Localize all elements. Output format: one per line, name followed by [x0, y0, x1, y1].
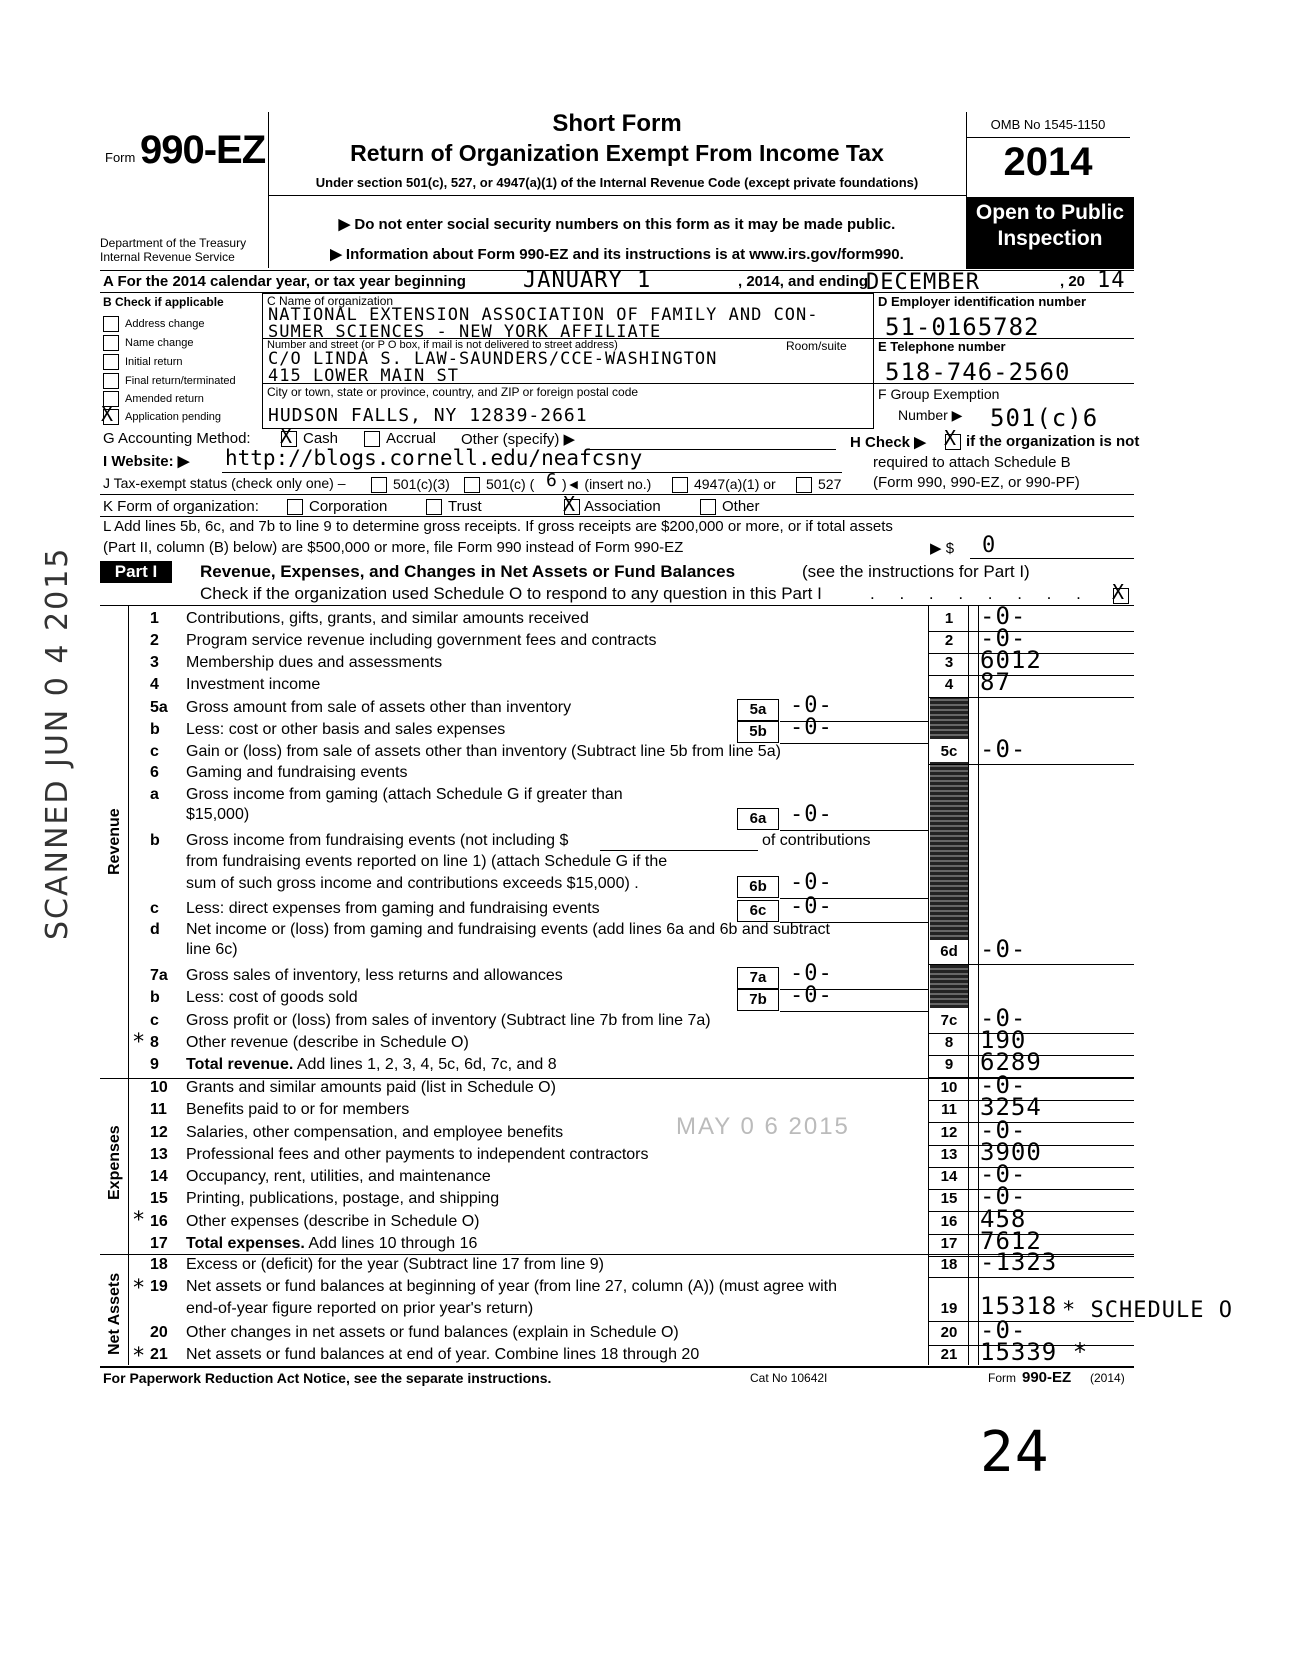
- street-line1[interactable]: C/O LINDA S. LAW-SAUNDERS/CCE-WASHINGTON: [268, 349, 718, 369]
- line-text-main: Other expenses (describe in Schedule O): [186, 1213, 480, 1230]
- line-text-main: Printing, publications, postage, and shipping: [186, 1190, 500, 1207]
- line-text-10: [186, 1079, 556, 1097]
- form-number: 990-EZ: [140, 128, 266, 172]
- line-l-text1: L Add lines 5b, 6c, and 7b to line 9 to determine gross receipts. If gross receipts are $200,000 or more, or if total assets: [103, 518, 893, 535]
- line-text-main: Occupancy, rent, utilities, and maintenance: [186, 1168, 491, 1185]
- amount-14[interactable]: -0-: [980, 1160, 1027, 1188]
- label-address-change: Address change: [125, 318, 205, 330]
- amount-9[interactable]: 6289: [980, 1048, 1042, 1076]
- line-text-12: [186, 1124, 563, 1142]
- line-text-16: [186, 1213, 479, 1231]
- line-text-2: [186, 632, 656, 650]
- line-text-bold: Total expenses.: [186, 1235, 305, 1252]
- amount-7a[interactable]: -0-: [790, 961, 833, 986]
- amount-17[interactable]: 7612: [980, 1227, 1042, 1255]
- line-number-19: 19: [150, 1278, 168, 1295]
- tax-exempt-status-label: J Tax-exempt status (check only one) –: [103, 475, 346, 491]
- org-name-line1[interactable]: NATIONAL EXTENSION ASSOCIATION OF FAMILY AND CON-: [268, 305, 819, 325]
- label-501c3: 501(c)(3): [393, 476, 450, 492]
- line-text-main: Gross sales of inventory, less returns and allowances: [186, 967, 563, 984]
- line-text-5a: [186, 699, 571, 717]
- line-number-6c: c: [150, 900, 159, 917]
- line-text-main: Add lines 10 through 16: [308, 1235, 478, 1252]
- group-exemption-number[interactable]: 501(c)6: [990, 404, 1099, 432]
- line-box-14: 14: [940, 1168, 958, 1185]
- line-number-5b: b: [150, 721, 160, 738]
- other-method-label: Other (specify) ▶: [461, 431, 576, 448]
- line-box-4: 4: [944, 676, 954, 693]
- paperwork-notice: For Paperwork Reduction Act Notice, see the separate instructions.: [103, 1370, 552, 1386]
- short-form-title: Short Form: [552, 110, 682, 137]
- amount-5b[interactable]: -0-: [790, 715, 833, 740]
- line-box-2: 2: [944, 632, 954, 649]
- line-text-1: [186, 610, 589, 628]
- line-text-main: Investment income: [186, 676, 321, 693]
- line-19-schedule-note: * SCHEDULE O: [1062, 1298, 1233, 1323]
- line-text-14: [186, 1168, 491, 1186]
- accounting-method-label: G Accounting Method:: [103, 430, 251, 447]
- label-501c: 501(c) (: [486, 476, 535, 492]
- net-assets-side-label: Net Assets: [106, 1272, 123, 1355]
- amount-6b[interactable]: -0-: [790, 870, 833, 895]
- line-box-17: 17: [940, 1235, 958, 1252]
- line-text-main: Net assets or fund balances at end of year. Combine lines 18 through 20: [186, 1346, 700, 1363]
- line-number-5c: c: [150, 743, 159, 760]
- sub-box-5a: 5a: [737, 699, 779, 721]
- margin-mark-21: *: [132, 1344, 147, 1369]
- amount-underline: [928, 1122, 1134, 1123]
- amount-underline: [928, 1077, 1134, 1078]
- amount-6c[interactable]: -0-: [790, 894, 833, 919]
- amount-5a[interactable]: -0-: [790, 693, 833, 718]
- line-number-6d: d: [150, 921, 160, 938]
- street-line2[interactable]: 415 LOWER MAIN ST: [268, 366, 459, 386]
- tax-year-end-year[interactable]: 14: [1097, 268, 1126, 293]
- line-text-7b: [186, 989, 358, 1007]
- street-label: Number and street (or P O box, if mail is not delivered to street address): [267, 339, 618, 351]
- line-h-text3: (Form 990, 990-EZ, or 990-PF): [873, 474, 1080, 491]
- schedule-b-check-mark: X: [944, 426, 957, 450]
- form-label: Form: [105, 150, 136, 165]
- 501c-number[interactable]: 6: [546, 470, 558, 491]
- label-amended-return: Amended return: [125, 393, 204, 405]
- checkbox-527[interactable]: [796, 476, 812, 494]
- line-box-20: 20: [940, 1324, 958, 1341]
- line-text-6: [186, 764, 407, 782]
- line-number-3: 3: [150, 654, 159, 671]
- line-19-text2: end-of-year figure reported on prior year's return): [186, 1300, 534, 1317]
- checkbox-corporation[interactable]: [287, 498, 303, 516]
- label-application-pending: Application pending: [125, 411, 222, 423]
- sub-box-6c: 6c: [737, 900, 779, 922]
- accrual-label: Accrual: [386, 430, 437, 447]
- line-box-10: 10: [940, 1079, 958, 1096]
- line-text-main: Membership dues and assessments: [186, 654, 443, 671]
- line-text-6c: [186, 900, 600, 918]
- city-label: City or town, state or province, country, and ZIP or foreign postal code: [267, 385, 639, 399]
- tax-year-begin[interactable]: JANUARY 1: [523, 268, 652, 293]
- checkbox-final-return[interactable]: [103, 372, 119, 390]
- line-a-mid: , 2014, and ending: [738, 273, 869, 290]
- line-box-13: 13: [940, 1146, 958, 1163]
- label-initial-return: Initial return: [125, 356, 183, 368]
- line-6a-text2: $15,000): [186, 806, 250, 823]
- line-box-3: 3: [944, 654, 954, 671]
- amount-19[interactable]: 15318: [980, 1292, 1058, 1320]
- line-text-main: Excess or (deficit) for the year (Subtract line 17 from line 9): [186, 1256, 604, 1273]
- amount-7c[interactable]: -0-: [980, 1004, 1027, 1032]
- line-text-bold: Total revenue.: [186, 1056, 294, 1073]
- line-text-3: [186, 654, 442, 672]
- line-box-11: 11: [941, 1101, 957, 1118]
- line-box-16: 16: [940, 1213, 958, 1230]
- shaded-cell: [930, 697, 968, 739]
- checkbox-trust[interactable]: [426, 498, 442, 516]
- label-other-org: Other: [722, 498, 760, 515]
- line-text-19: [186, 1278, 837, 1296]
- org-name-label: C Name of organization: [267, 294, 394, 308]
- amount-13[interactable]: 3900: [980, 1138, 1042, 1166]
- line-text-17: [186, 1235, 477, 1253]
- line-box-12: 12: [940, 1124, 958, 1141]
- line-box-19: 19: [940, 1300, 958, 1317]
- line-box-5c: 5c: [940, 743, 958, 760]
- line-box-7c: 7c: [940, 1012, 958, 1029]
- group-exemption-label: F Group Exemption: [878, 386, 1000, 402]
- amount-underline: [928, 1211, 1134, 1212]
- line-number-7c: c: [150, 1012, 159, 1029]
- received-stamp: MAY 0 6 2015: [676, 1113, 850, 1140]
- line-text-21: [186, 1346, 699, 1364]
- amount-1[interactable]: -0-: [980, 602, 1027, 630]
- ein-label: D Employer identification number: [878, 294, 1087, 309]
- group-number-label: Number ▶: [898, 407, 963, 423]
- catalog-number: Cat No 10642I: [750, 1371, 828, 1385]
- line-text-main: Add lines 1, 2, 3, 4, 5c, 6d, 7c, and 8: [296, 1056, 557, 1073]
- form-of-org-label: K Form of organization:: [103, 498, 259, 515]
- line-number-13: 13: [150, 1146, 168, 1163]
- footer-year: (2014): [1090, 1371, 1125, 1385]
- label-corporation: Corporation: [309, 498, 388, 515]
- checkbox-initial-return[interactable]: [103, 353, 119, 371]
- line-a-20: , 20: [1060, 273, 1086, 290]
- expenses-side-label: Expenses: [106, 1125, 123, 1200]
- line-text-6b: [186, 832, 568, 850]
- checkbox-501c[interactable]: [464, 476, 480, 494]
- department-label: Department of the Treasury: [100, 236, 247, 250]
- line-text-20: [186, 1324, 679, 1342]
- sub-box-7b: 7b: [737, 989, 779, 1011]
- line-number-4: 4: [150, 676, 159, 693]
- line-text-main: Benefits paid to or for members: [186, 1101, 410, 1118]
- line-number-6: 6: [150, 764, 159, 781]
- amount-16[interactable]: 458: [980, 1205, 1027, 1233]
- amount-7b[interactable]: -0-: [790, 983, 833, 1008]
- amount-underline: [928, 1277, 1134, 1278]
- checkbox-4947[interactable]: [672, 476, 688, 494]
- line-text-6a: [186, 786, 623, 804]
- amount-8[interactable]: 190: [980, 1026, 1027, 1054]
- line-box-21: 21: [940, 1346, 958, 1363]
- label-trust: Trust: [448, 498, 482, 515]
- line-text-main: Professional fees and other payments to independent contractors: [186, 1146, 649, 1163]
- line-l-arrow: ▶ $: [930, 540, 955, 557]
- info-notice: ▶ Information about Form 990-EZ and its instructions is at www.irs.gov/form990.: [330, 246, 904, 263]
- line-number-18: 18: [150, 1256, 168, 1273]
- label-name-change: Name change: [125, 337, 194, 349]
- scanned-stamp: SCANNED JUN 0 4 2015: [40, 546, 75, 940]
- irs-label: Internal Revenue Service: [100, 250, 235, 264]
- part1-tag: Part I: [100, 561, 172, 583]
- schedule-o-dots: . . . . . . . .: [870, 584, 1091, 603]
- ein-value[interactable]: 51-0165782: [885, 313, 1040, 341]
- form-title: Return of Organization Exempt From Income Tax: [350, 140, 884, 166]
- amount-underline: [928, 764, 1134, 765]
- line-text-main: Less: direct expenses from gaming and fundraising events: [186, 900, 600, 917]
- line-text-main: Gain or (loss) from sale of assets other than inventory (Subtract line 5b from line 5a): [186, 743, 781, 760]
- margin-mark-16: *: [132, 1208, 147, 1233]
- website-value[interactable]: http://blogs.cornell.edu/neafcsny: [225, 446, 643, 470]
- section-b-title: B Check if applicable: [103, 295, 224, 309]
- amount-20[interactable]: -0-: [980, 1316, 1027, 1344]
- line-text-main: Gaming and fundraising events: [186, 764, 408, 781]
- label-4947: 4947(a)(1) or: [694, 476, 776, 492]
- line-text-18: [186, 1256, 604, 1274]
- line-number-6a: a: [150, 786, 159, 803]
- website-label: I Website: ▶: [103, 453, 190, 470]
- line-number-2: 2: [150, 632, 159, 649]
- line-text-main: Gross amount from sale of assets other than inventory: [186, 699, 572, 716]
- line-text-7a: [186, 967, 563, 985]
- inspection-label: Inspection: [997, 227, 1103, 250]
- line-6b-text1b: of contributions: [762, 832, 871, 849]
- line-number-8: 8: [150, 1034, 159, 1051]
- line-text-5c: [186, 743, 781, 761]
- amount-6a[interactable]: -0-: [790, 802, 833, 827]
- line-text-main: Less: cost of goods sold: [186, 989, 358, 1006]
- revenue-side-label: Revenue: [106, 808, 123, 875]
- open-to-public-label: Open to Public: [975, 201, 1125, 224]
- part1-title: Revenue, Expenses, and Changes in Net Assets or Fund Balances: [200, 562, 736, 581]
- line-number-11: 11: [150, 1101, 167, 1118]
- line-box-1: 1: [944, 610, 954, 627]
- amount-12[interactable]: -0-: [980, 1116, 1027, 1144]
- checkbox-name-change[interactable]: [103, 334, 119, 352]
- line-number-16: 16: [150, 1213, 168, 1230]
- amount-underline: [780, 1011, 928, 1012]
- checkbox-address-change[interactable]: [103, 315, 119, 333]
- org-name-line2[interactable]: SUMER SCIENCES - NEW YORK AFFILIATE: [268, 322, 662, 342]
- line-text-main: Net assets or fund balances at beginning of year (from line 27, column (A)) (must agree with: [186, 1278, 837, 1295]
- line-number-5a: 5a: [150, 699, 168, 716]
- application-pending-check-mark: X: [101, 402, 114, 426]
- amount-21[interactable]: 15339 *: [980, 1338, 1089, 1366]
- line-box-18: 18: [940, 1256, 958, 1273]
- line-h-check: H Check ▶: [850, 434, 926, 451]
- line-text-11: [186, 1101, 409, 1119]
- line-a-label: A For the 2014 calendar year, or tax year beginning: [103, 273, 466, 290]
- line-box-15: 15: [940, 1190, 958, 1207]
- schedule-o-check-mark: X: [1112, 580, 1125, 604]
- shaded-cell: [930, 964, 968, 1008]
- amount-underline: [928, 697, 1134, 698]
- line-number-7b: b: [150, 989, 160, 1006]
- phone-label: E Telephone number: [878, 339, 1006, 354]
- line-text-main: Salaries, other compensation, and employee benefits: [186, 1124, 564, 1141]
- footer-form-label: Form: [988, 1371, 1016, 1385]
- line-number-9: 9: [150, 1056, 159, 1073]
- amount-5c[interactable]: -0-: [980, 735, 1027, 763]
- line-number-15: 15: [150, 1190, 168, 1207]
- line-6b-text2: from fundraising events reported on line 1) (attach Schedule G if the: [186, 853, 668, 870]
- line-6b-text3: sum of such gross income and contributions exceeds $15,000) .: [186, 875, 639, 892]
- amount-2[interactable]: -0-: [980, 624, 1027, 652]
- line-text-13: [186, 1146, 649, 1164]
- line-h-text2: required to attach Schedule B: [873, 454, 1071, 471]
- amount-underline: [780, 830, 928, 831]
- line-text-main: Other changes in net assets or fund balances (explain in Schedule O): [186, 1324, 679, 1341]
- line-text-main: Contributions, gifts, grants, and similar amounts received: [186, 610, 589, 627]
- line-text-5b: [186, 721, 505, 739]
- line-h-text: if the organization is not: [966, 433, 1140, 450]
- line-l-text2: (Part II, column (B) below) are $500,000 or more, file Form 990 instead of Form 990-EZ: [103, 539, 684, 556]
- line-6d-text2: line 6c): [186, 941, 238, 958]
- line-number-17: 17: [150, 1235, 168, 1252]
- amount-10[interactable]: -0-: [980, 1071, 1027, 1099]
- line-text-main: Other revenue (describe in Schedule O): [186, 1034, 469, 1051]
- amount-underline: [928, 964, 1134, 965]
- tax-year: 2014: [1003, 140, 1093, 184]
- line-number-12: 12: [150, 1124, 168, 1141]
- line-number-1: 1: [150, 610, 159, 627]
- line-text-main: Net income or (loss) from gaming and fundraising events (add lines 6a and 6b and subtract: [186, 921, 830, 938]
- margin-mark-8: *: [132, 1030, 147, 1055]
- line-text-main: Grants and similar amounts paid (list in Schedule O): [186, 1079, 556, 1096]
- sub-box-6a: 6a: [737, 808, 779, 830]
- line-number-10: 10: [150, 1079, 168, 1096]
- line-number-21: 21: [150, 1346, 168, 1363]
- sub-box-6b: 6b: [737, 876, 779, 898]
- line-number-14: 14: [150, 1168, 168, 1185]
- label-527: 527: [818, 476, 842, 492]
- amount-18[interactable]: -1323: [980, 1248, 1058, 1276]
- checkbox-other-org[interactable]: [700, 498, 716, 516]
- schedule-o-check-text: Check if the organization used Schedule O to respond to any question in this Part I: [200, 584, 822, 603]
- tax-year-end[interactable]: DECEMBER: [866, 270, 980, 295]
- label-association: Association: [584, 498, 661, 515]
- label-final-return: Final return/terminated: [125, 375, 236, 387]
- phone-value[interactable]: 518-746-2560: [885, 358, 1071, 386]
- room-suite-label: Room/suite: [786, 339, 847, 353]
- amount-4[interactable]: 87: [980, 668, 1011, 696]
- amount-3[interactable]: 6012: [980, 646, 1042, 674]
- line-number-20: 20: [150, 1324, 168, 1341]
- line-text-main: Gross income from fundraising events (not including $: [186, 832, 569, 849]
- cash-label: Cash: [303, 430, 339, 447]
- line-text-15: [186, 1190, 499, 1208]
- amount-15[interactable]: -0-: [980, 1182, 1027, 1210]
- line-text-7c: [186, 1012, 711, 1030]
- line-text-main: Gross income from gaming (attach Schedule G if greater than: [186, 786, 623, 803]
- ssn-notice: ▶ Do not enter social security numbers on this form as it may be made public.: [338, 216, 896, 233]
- amount-6d[interactable]: -0-: [980, 935, 1027, 963]
- amount-underline: [780, 743, 928, 744]
- line-text-4: [186, 676, 320, 694]
- part1-title-suffix: (see the instructions for Part I): [802, 562, 1030, 581]
- line-text-6d: [186, 921, 830, 939]
- association-check-mark: X: [563, 492, 576, 516]
- margin-mark-19: *: [132, 1276, 147, 1301]
- gross-receipts-value[interactable]: 0: [982, 533, 997, 558]
- footer-form-number: 990-EZ: [1022, 1369, 1072, 1386]
- line-box-8: 8: [944, 1034, 954, 1051]
- sub-box-7a: 7a: [737, 967, 779, 989]
- amount-11[interactable]: 3254: [980, 1093, 1042, 1121]
- under-section-text: Under section 501(c), 527, or 4947(a)(1) of the Internal Revenue Code (except private foundations): [315, 175, 919, 190]
- shaded-cell: [930, 762, 968, 940]
- line-text-8: [186, 1034, 469, 1052]
- line-box-6d: 6d: [940, 943, 958, 960]
- line-number-6b: b: [150, 832, 160, 849]
- line-text-main: Program service revenue including government fees and contracts: [186, 632, 657, 649]
- sub-box-5b: 5b: [737, 721, 779, 743]
- label-501c-insert: )◄ (insert no.): [562, 476, 652, 492]
- line-text-main: Less: cost or other basis and sales expenses: [186, 721, 506, 738]
- line-number-7a: 7a: [150, 967, 168, 984]
- line-box-9: 9: [944, 1056, 954, 1073]
- cash-check-mark: X: [280, 424, 293, 448]
- line-text-9: [186, 1056, 557, 1074]
- omb-number: OMB No 1545-1150: [990, 117, 1106, 132]
- line-text-main: Gross profit or (loss) from sales of inventory (Subtract line 7b from line 7a): [186, 1012, 711, 1029]
- initials-mark: 24: [980, 1420, 1050, 1485]
- city-state-zip[interactable]: HUDSON FALLS, NY 12839-2661: [268, 405, 588, 426]
- checkbox-501c3[interactable]: [371, 476, 387, 494]
